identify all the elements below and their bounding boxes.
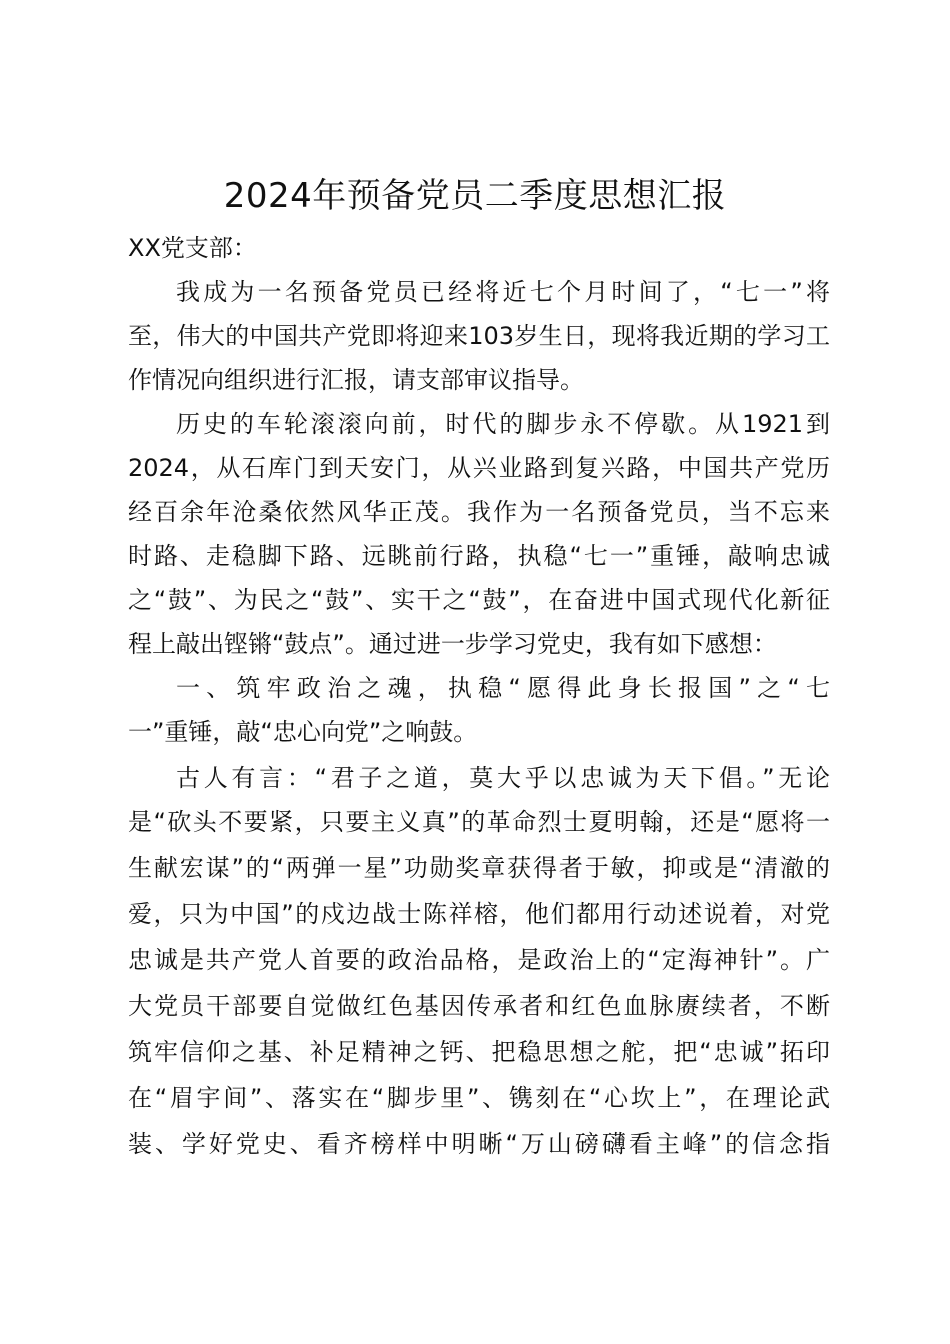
paragraph-line: 2024，从石库门到天安门，从兴业路到复兴路，中国共产党历 bbox=[128, 454, 830, 482]
paragraph-line: 至，伟大的中国共产党即将迎来103岁生日，现将我近期的学习工 bbox=[128, 322, 830, 350]
paragraph-line: 大党员干部要自觉做红色基因传承者和红色血脉赓续者，不断 bbox=[128, 992, 830, 1020]
paragraph-line: 筑牢信仰之基、补足精神之钙、把稳思想之舵，把“忠诚”拓印 bbox=[128, 1038, 830, 1066]
paragraph-line: 装、学好党史、看齐榜样中明晰“万山磅礴看主峰”的信念指 bbox=[128, 1130, 830, 1158]
paragraph-line: 时路、走稳脚下路、远眺前行路，执稳“七一”重锤，敲响忠诚 bbox=[128, 542, 830, 570]
paragraph-line: 我成为一名预备党员已经将近七个月时间了，“七一”将 bbox=[176, 278, 830, 306]
paragraph-line: 之“鼓”、为民之“鼓”、实干之“鼓”，在奋进中国式现代化新征 bbox=[128, 586, 830, 614]
paragraph-line: 古人有言：“君子之道，莫大乎以忠诚为天下倡。”无论 bbox=[176, 764, 830, 792]
paragraph-line: 在“眉宇间”、落实在“脚步里”、镌刻在“心坎上”，在理论武 bbox=[128, 1084, 830, 1112]
document-title: 2024年预备党员二季度思想汇报 bbox=[223, 176, 727, 216]
paragraph-line: 作情况向组织进行汇报，请支部审议指导。 bbox=[128, 366, 584, 394]
section-heading-line: 一、筑牢政治之魂，执稳“愿得此身长报国”之“七 bbox=[176, 674, 830, 702]
paragraph-line: 生献宏谋”的“两弹一星”功勋奖章获得者于敏，抑或是“清澈的 bbox=[128, 854, 830, 882]
salutation: XX党支部： bbox=[128, 234, 257, 262]
section-heading-line: 一”重锤，敲“忠心向党”之响鼓。 bbox=[128, 718, 478, 746]
paragraph-line: 是“砍头不要紧，只要主义真”的革命烈士夏明翰，还是“愿将一 bbox=[128, 808, 830, 836]
paragraph-line: 历史的车轮滚滚向前，时代的脚步永不停歇。从1921到 bbox=[176, 410, 830, 438]
paragraph-line: 忠诚是共产党人首要的政治品格，是政治上的“定海神针”。广 bbox=[128, 946, 830, 974]
paragraph-line: 爱，只为中国”的戍边战士陈祥榕，他们都用行动述说着，对党 bbox=[128, 900, 830, 928]
paragraph-line: 程上敲出铿锵“鼓点”。通过进一步学习党史，我有如下感想： bbox=[128, 630, 777, 658]
paragraph-line: 经百余年沧桑依然风华正茂。我作为一名预备党员，当不忘来 bbox=[128, 498, 830, 526]
